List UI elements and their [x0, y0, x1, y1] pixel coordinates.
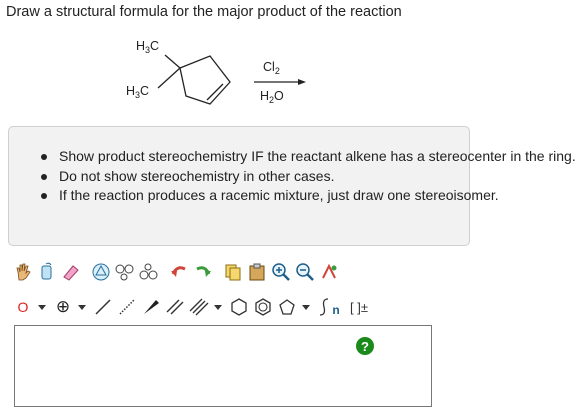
help-button[interactable]: ? [356, 337, 374, 355]
clean-structure-icon[interactable] [318, 261, 340, 283]
toolbar-top [12, 259, 342, 285]
instruction-item: Show product stereochemistry IF the reactant alkene has a stereocenter in the ring. [59, 147, 469, 167]
toolbar-bottom [12, 294, 376, 320]
wedge-bond-icon[interactable] [140, 296, 162, 318]
reaction-scheme [0, 0, 448, 120]
instructions-panel [8, 126, 576, 246]
instruction-item: If the reaction produces a racemic mixture, just draw one stereoisomer. [59, 186, 469, 206]
brackets-button[interactable]: [ ]± [350, 299, 368, 315]
triple-bond-icon[interactable] [188, 296, 210, 318]
chain-template2-icon[interactable] [138, 261, 160, 283]
bond-dropdown-icon[interactable] [214, 305, 222, 310]
cyclohexane-icon[interactable] [228, 296, 250, 318]
reagent-cl2: $Cl_2$ [263, 60, 280, 76]
instruction-item: Do not show stereochemistry in other cases. [59, 167, 469, 187]
hand-icon[interactable] [12, 261, 34, 283]
redo-icon[interactable] [192, 261, 214, 283]
ring-dropdown-icon[interactable] [302, 305, 310, 310]
methyl-bond-top [165, 55, 180, 68]
cyclopentane-icon[interactable] [276, 296, 298, 318]
lasso-icon[interactable] [36, 261, 58, 283]
copy-icon[interactable] [222, 261, 244, 283]
cyclopentene-ring [180, 56, 230, 104]
paste-icon[interactable] [246, 261, 268, 283]
methyl-top-label: $H_3C$ [136, 39, 160, 55]
reagent-h2o: $H_2O$ [260, 89, 284, 105]
double-bond-icon[interactable] [164, 296, 186, 318]
question-text: Draw a structural formula for the major product of the reaction [6, 4, 402, 20]
single-bond-icon[interactable] [92, 296, 114, 318]
zoom-out-icon[interactable] [294, 261, 316, 283]
methyl-bond-left [158, 68, 180, 88]
ring-template-icon[interactable] [90, 261, 112, 283]
sgroup-icon[interactable]: n [316, 296, 342, 318]
reaction-arrowhead [298, 79, 306, 85]
undo-icon[interactable] [168, 261, 190, 283]
methyl-left-label: $H_3C$ [126, 84, 150, 100]
charge-button[interactable]: ⊕ [55, 297, 71, 316]
hashed-bond-icon[interactable] [116, 296, 138, 318]
element-dropdown-icon[interactable] [38, 305, 46, 310]
chain-template-icon[interactable] [114, 261, 136, 283]
benzene-icon[interactable] [252, 296, 274, 318]
zoom-in-icon[interactable] [270, 261, 292, 283]
charge-dropdown-icon[interactable] [78, 305, 86, 310]
eraser-icon[interactable] [60, 261, 82, 283]
element-selector[interactable]: O [17, 299, 29, 315]
